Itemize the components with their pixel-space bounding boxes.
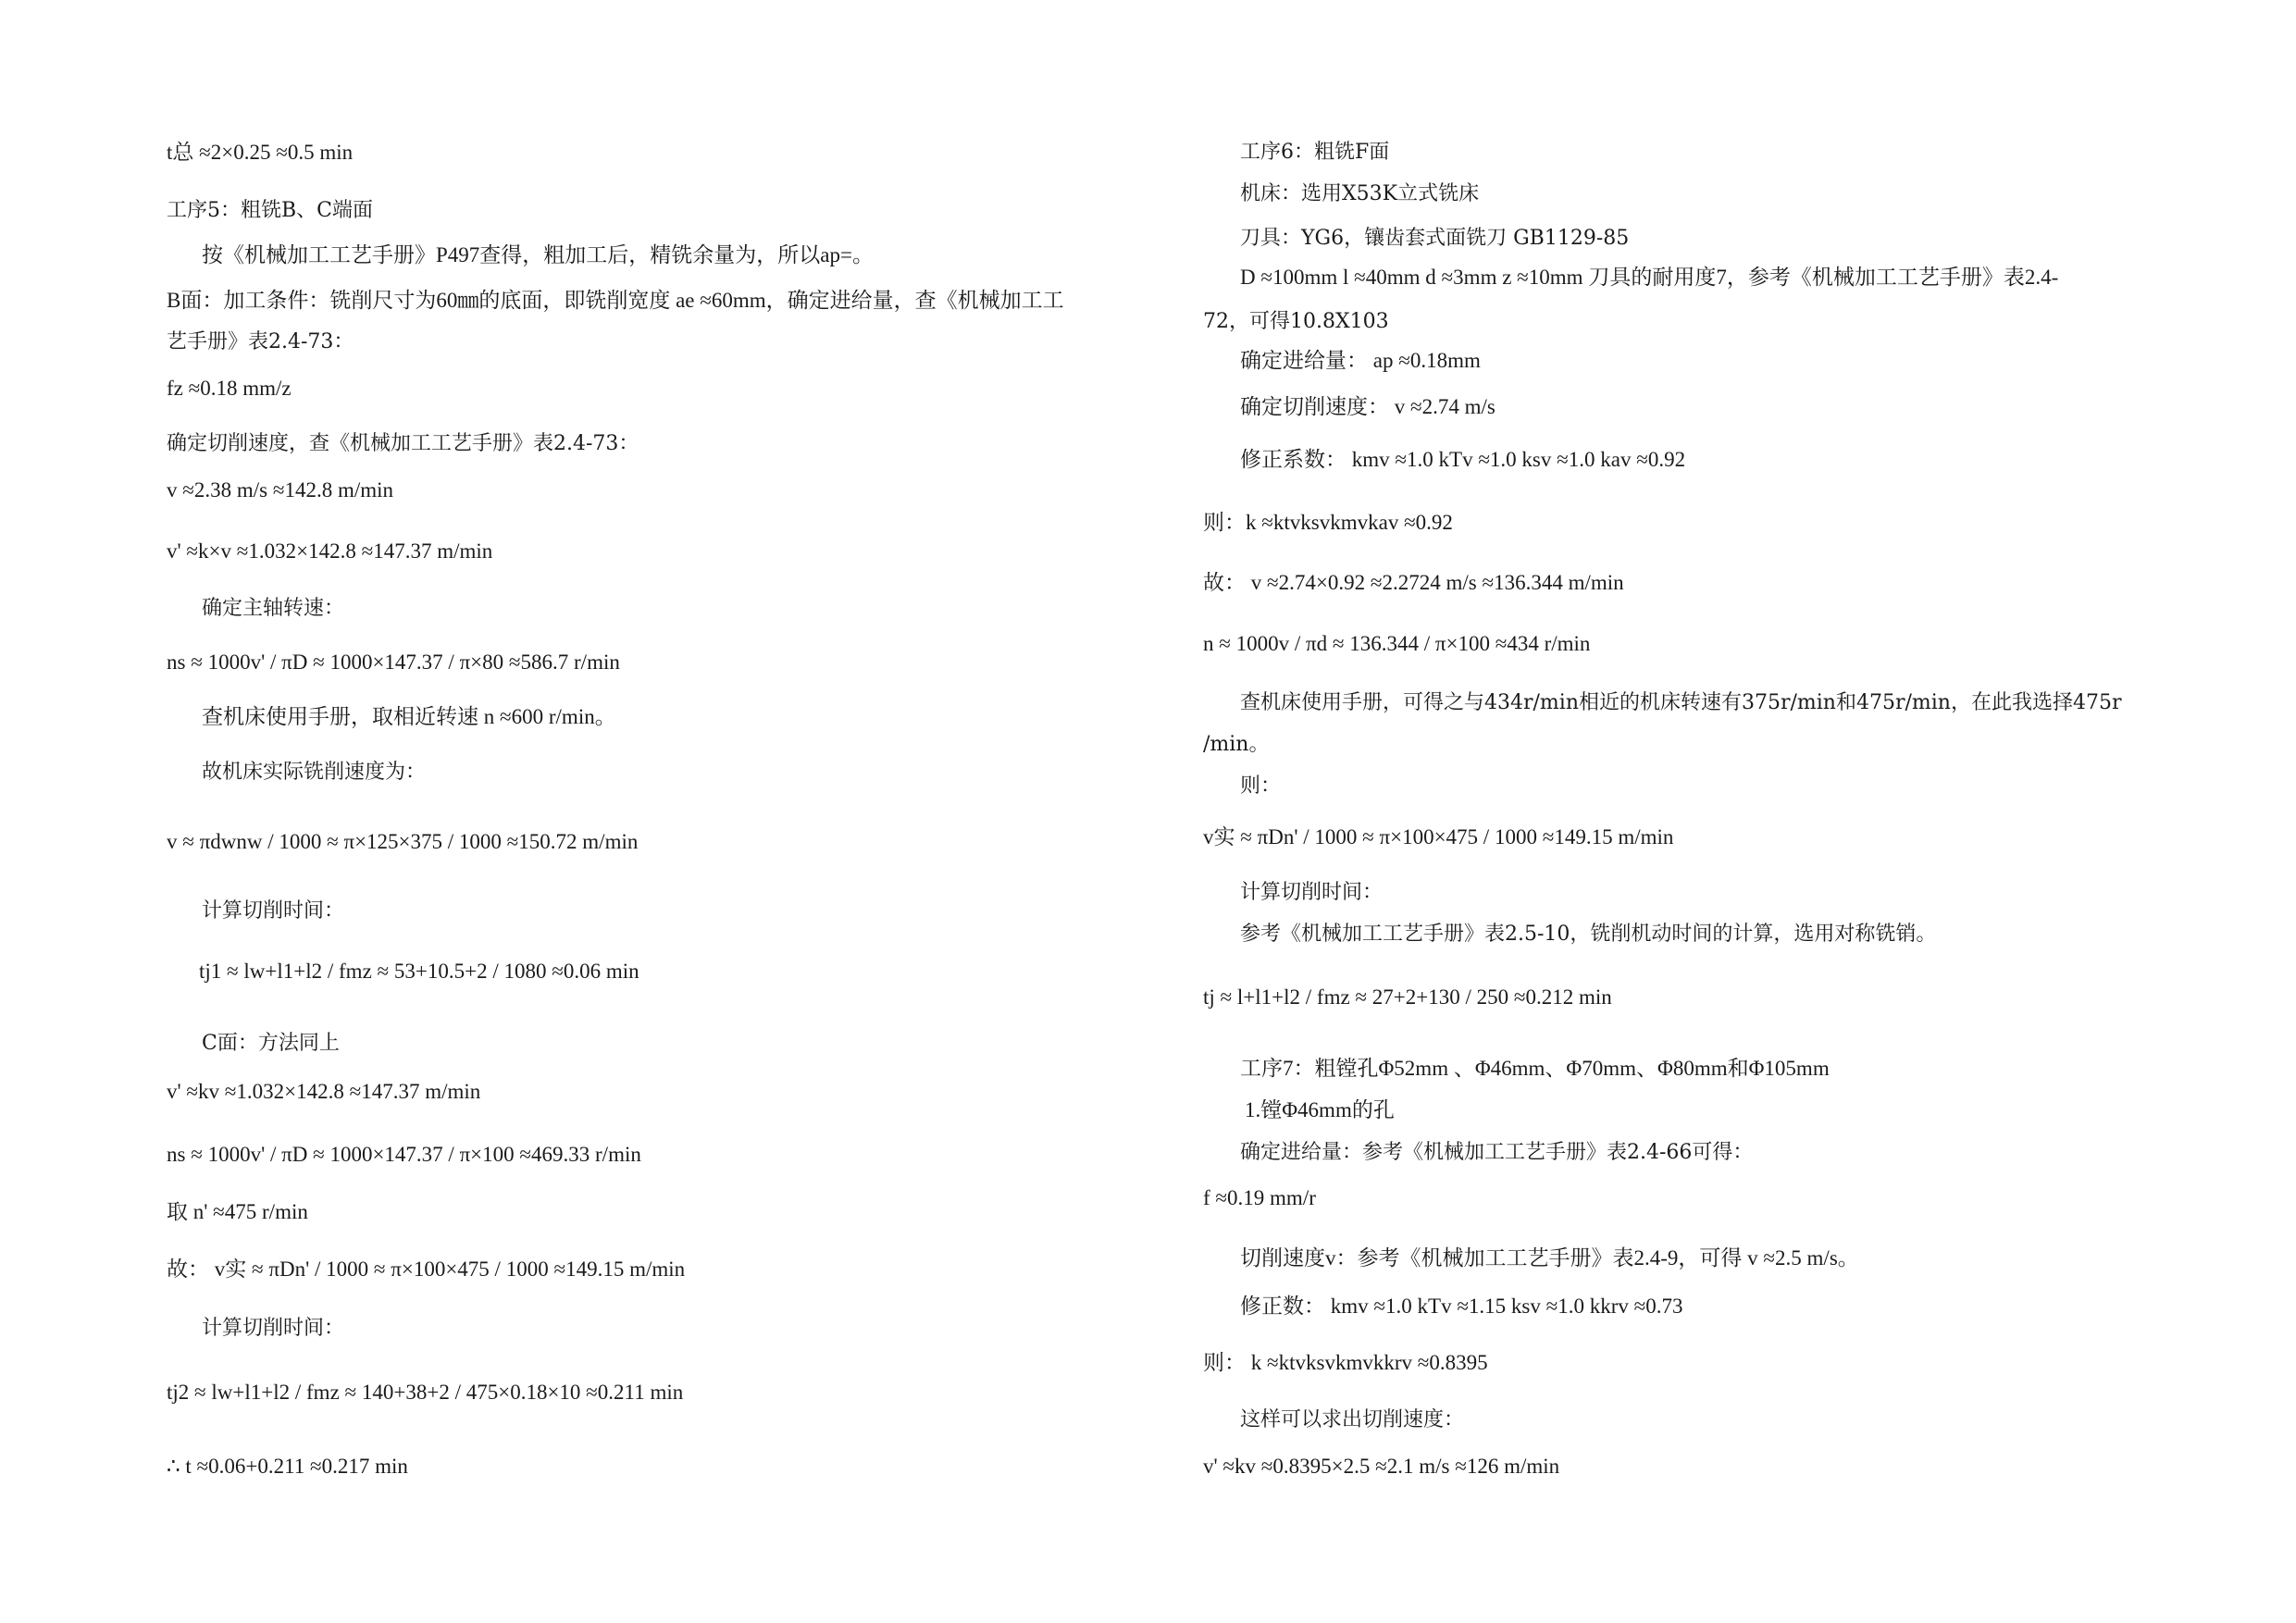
- left-line-20: 故： v实 ≈ πDn' / 1000 ≈ π×100×475 / 1000 ≈149.15 m/min: [167, 1258, 686, 1281]
- right-line-14: v实 ≈ πDn' / 1000 ≈ π×100×475 / 1000 ≈149.15 m/min: [1203, 825, 1674, 849]
- left-line-21: 计算切削时间：: [202, 1317, 345, 1340]
- left-line-17: v' ≈kv ≈1.032×142.8 ≈147.37 m/min: [167, 1080, 481, 1103]
- right-line-9: 故： v ≈2.74×0.92 ≈2.2724 m/s ≈136.344 m/min: [1203, 571, 1624, 594]
- left-line-13: v ≈ πdwnw / 1000 ≈ π×125×375 / 1000 ≈150.72 m/min: [167, 830, 639, 853]
- left-line-4: 艺手册》表2.4-73：: [167, 330, 354, 353]
- left-line-2: 按《机械加工工艺手册》P497查得，粗加工后，精铣余量为，所以ap=。: [202, 243, 874, 266]
- left-line-22: tj2 ≈ lw+l1+l2 / fmz ≈ 140+38+2 / 475×0.18×10 ≈0.211 min: [167, 1381, 684, 1404]
- left-line-3: B面：加工条件：铣削尺寸为60㎜的底面，即铣削宽度 ae ≈60mm，确定进给量，查《机械加工工: [167, 289, 1064, 312]
- right-line-16: 参考《机械加工工艺手册》表2.5-10，铣削机动时间的计算，选用对称铣销。: [1240, 923, 1937, 946]
- right-line-23: 修正数： kmv ≈1.0 kTv ≈1.15 ksv ≈1.0 kkrv ≈0.73: [1240, 1295, 1683, 1318]
- left-line-8: v' ≈k×v ≈1.032×142.8 ≈147.37 m/min: [167, 539, 493, 563]
- right-line-20: 确定进给量：参考《机械加工工艺手册》表2.4-66可得：: [1240, 1141, 1754, 1164]
- right-line-21: f ≈0.19 mm/r: [1203, 1186, 1316, 1209]
- left-line-9: 确定主轴转速：: [202, 597, 345, 620]
- left-line-7: v ≈2.38 m/s ≈142.8 m/min: [167, 478, 394, 502]
- right-line-17: tj ≈ l+l1+l2 / fmz ≈ 27+2+130 / 250 ≈0.212 min: [1203, 985, 1612, 1009]
- right-line-6: 确定切削速度： v ≈2.74 m/s: [1240, 395, 1496, 418]
- right-line-10: n ≈ 1000v / πd ≈ 136.344 / π×100 ≈434 r/min: [1203, 632, 1591, 655]
- left-line-15: tj1 ≈ lw+l1+l2 / fmz ≈ 53+10.5+2 / 1080 ≈0.06 min: [199, 960, 639, 983]
- right-line-12: /min。: [1203, 733, 1270, 756]
- right-line-11: 查机床使用手册，可得之与434r/min相近的机床转速有375r/min和475r/min，在此我选择475r: [1240, 691, 2122, 714]
- left-line-16: C面：方法同上: [202, 1032, 340, 1055]
- left-line-5: fz ≈0.18 mm/z: [167, 377, 292, 400]
- right-line-8: 则：k ≈ktvksvkmvkav ≈0.92: [1203, 511, 1453, 534]
- right-line-18: 工序7：粗镗孔Φ52mm 、Φ46mm、Φ70mm、Φ80mm和Φ105mm: [1240, 1057, 1830, 1080]
- right-line-2: 刀具：YG6，镶齿套式面铣刀 GB1129-85: [1240, 227, 1630, 250]
- right-line-13: 则：: [1240, 774, 1282, 798]
- left-line-11: 查机床使用手册，取相近转速 n ≈600 r/min。: [202, 705, 616, 728]
- left-line-18: ns ≈ 1000v' / πD ≈ 1000×147.37 / π×100 ≈469.33 r/min: [167, 1143, 641, 1166]
- right-line-5: 确定进给量： ap ≈0.18mm: [1240, 349, 1481, 372]
- right-line-22: 切削速度v：参考《机械加工工艺手册》表2.4-9，可得 v ≈2.5 m/s。: [1240, 1246, 1859, 1270]
- right-line-4: 72，可得10.8X103: [1203, 310, 1389, 333]
- right-line-0: 工序6：粗铣F面: [1240, 141, 1390, 164]
- left-line-12: 故机床实际铣削速度为：: [202, 761, 427, 784]
- left-line-10: ns ≈ 1000v' / πD ≈ 1000×147.37 / π×80 ≈586.7 r/min: [167, 650, 620, 674]
- left-line-14: 计算切削时间：: [202, 899, 345, 923]
- right-line-7: 修正系数： kmv ≈1.0 kTv ≈1.0 ksv ≈1.0 kav ≈0.92: [1240, 448, 1686, 471]
- right-line-25: 这样可以求出切削速度：: [1240, 1408, 1465, 1431]
- left-line-1: 工序5：粗铣B、C端面: [167, 199, 373, 222]
- right-line-19: 1.镗Φ46mm的孔: [1245, 1098, 1395, 1121]
- right-line-1: 机床：选用X53K立式铣床: [1240, 182, 1480, 205]
- left-line-0: t总 ≈2×0.25 ≈0.5 min: [167, 141, 354, 164]
- right-line-15: 计算切削时间：: [1240, 881, 1384, 904]
- right-line-3: D ≈100mm l ≈40mm d ≈3mm z ≈10mm 刀具的耐用度7，参考《机械加工工艺手册》表2.4-: [1240, 266, 2059, 289]
- left-line-6: 确定切削速度，查《机械加工工艺手册》表2.4-73：: [167, 432, 639, 455]
- right-line-24: 则： k ≈ktvksvkmvkkrv ≈0.8395: [1203, 1351, 1488, 1374]
- left-line-19: 取 n' ≈475 r/min: [167, 1200, 308, 1223]
- right-line-26: v' ≈kv ≈0.8395×2.5 ≈2.1 m/s ≈126 m/min: [1203, 1455, 1560, 1478]
- left-line-23: ∴ t ≈0.06+0.211 ≈0.217 min: [167, 1455, 408, 1478]
